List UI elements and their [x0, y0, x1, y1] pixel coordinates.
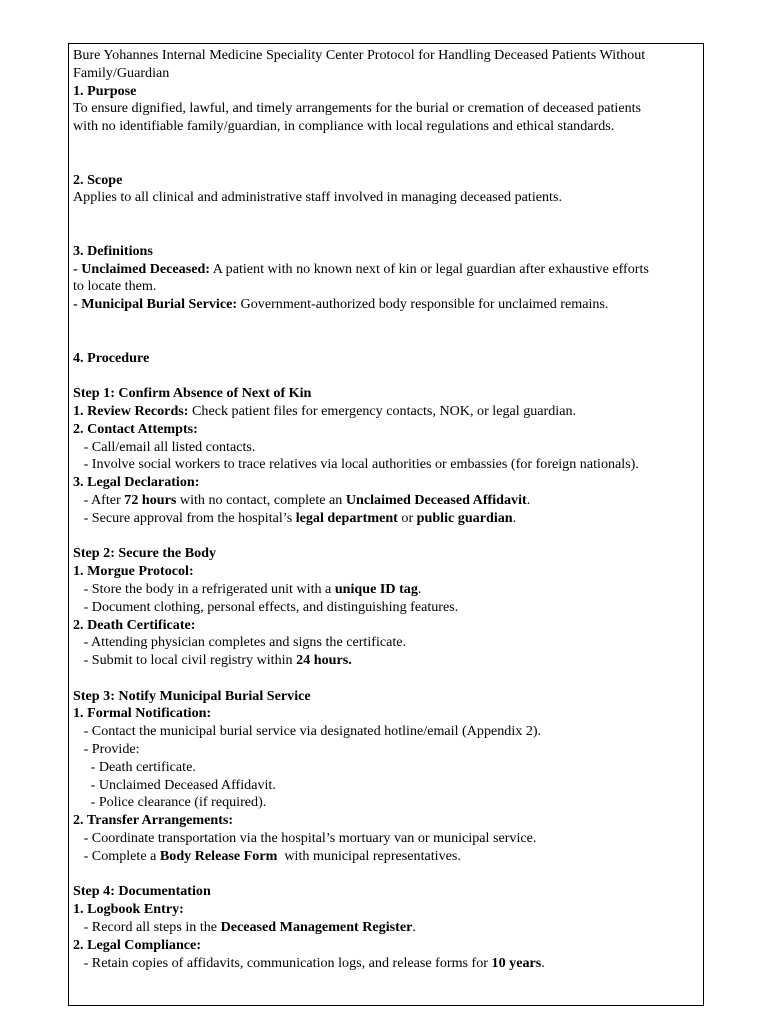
step4-item1-bullet1: - Record all steps in the Deceased Management Register.	[73, 919, 416, 936]
step3-item1-sub2: - Unclaimed Deceased Affidavit.	[73, 776, 276, 793]
purpose-text-cont: with no identifiable family/guardian, in compliance with local regulations and ethical standards.	[73, 118, 615, 135]
step3-heading: Step 3: Notify Municipal Burial Service	[73, 687, 311, 704]
step2-item1-bullet1: - Store the body in a refrigerated unit with a unique ID tag.	[73, 580, 422, 597]
step2-item1: 1. Morgue Protocol:	[73, 563, 194, 580]
section-heading-purpose: 1. Purpose	[73, 82, 137, 99]
purpose-text: To ensure dignified, lawful, and timely arrangements for the burial or cremation of deceased patients	[73, 100, 642, 117]
step3-item1-bullet2: - Provide:	[73, 741, 140, 758]
step3-item1-bullet1: - Contact the municipal burial service via designated hotline/email (Appendix 2).	[73, 723, 542, 740]
section-heading-definitions: 3. Definitions	[73, 242, 153, 259]
step1-heading: Step 1: Confirm Absence of Next of Kin	[73, 385, 312, 402]
protocol-document	[73, 47, 698, 972]
step1-item3: 3. Legal Declaration:	[73, 474, 200, 491]
step4-heading: Step 4: Documentation	[73, 883, 211, 900]
document-title-cont: Family/Guardian	[73, 64, 170, 81]
step1-item3-bullet2: - Secure approval from the hospital’s legal department or public guardian.	[73, 509, 517, 526]
step1-item2-bullet2: - Involve social workers to trace relatives via local authorities or embassies (for foreign nationals).	[73, 456, 639, 473]
step4-item1: 1. Logbook Entry:	[73, 901, 184, 918]
definition-municipal: - Municipal Burial Service: Government-authorized body responsible for unclaimed remains.	[73, 296, 609, 313]
step3-item2-bullet1: - Coordinate transportation via the hospital’s mortuary van or municipal service.	[73, 830, 537, 847]
step3-item1-sub1: - Death certificate.	[73, 758, 196, 775]
definition-unclaimed-cont: to locate them.	[73, 278, 157, 295]
step1-item2: 2. Contact Attempts:	[73, 420, 198, 437]
step2-item1-bullet2: - Document clothing, personal effects, and distinguishing features.	[73, 598, 459, 615]
scope-text: Applies to all clinical and administrative staff involved in managing deceased patients.	[73, 189, 562, 206]
step2-item2-bullet1: - Attending physician completes and signs the certificate.	[73, 634, 407, 651]
document-title: Bure Yohannes Internal Medicine Speciality Center Protocol for Handling Deceased Patients Without	[73, 47, 646, 63]
section-heading-procedure: 4. Procedure	[73, 349, 150, 366]
step4-item2-bullet1: - Retain copies of affidavits, communication logs, and release forms for 10 years.	[73, 954, 545, 971]
step2-heading: Step 2: Secure the Body	[73, 545, 217, 562]
step3-item1-sub3: - Police clearance (if required).	[73, 794, 267, 811]
step1-item1: 1. Review Records: Check patient files for emergency contacts, NOK, or legal guardian.	[73, 402, 577, 419]
step1-item2-bullet1: - Call/email all listed contacts.	[73, 438, 256, 455]
step3-item2: 2. Transfer Arrangements:	[73, 812, 234, 829]
step3-item1: 1. Formal Notification:	[73, 705, 212, 722]
step3-item2-bullet2: - Complete a Body Release Form with municipal representatives.	[73, 847, 461, 864]
step2-item2: 2. Death Certificate:	[73, 616, 196, 633]
step2-item2-bullet2: - Submit to local civil registry within 24 hours.	[73, 652, 352, 669]
definition-unclaimed: - Unclaimed Deceased: A patient with no known next of kin or legal guardian after exhaustive efforts	[73, 260, 649, 277]
step4-item2: 2. Legal Compliance:	[73, 936, 202, 953]
step1-item3-bullet1: - After 72 hours with no contact, complete an Unclaimed Deceased Affidavit.	[73, 491, 531, 508]
section-heading-scope: 2. Scope	[73, 171, 123, 188]
